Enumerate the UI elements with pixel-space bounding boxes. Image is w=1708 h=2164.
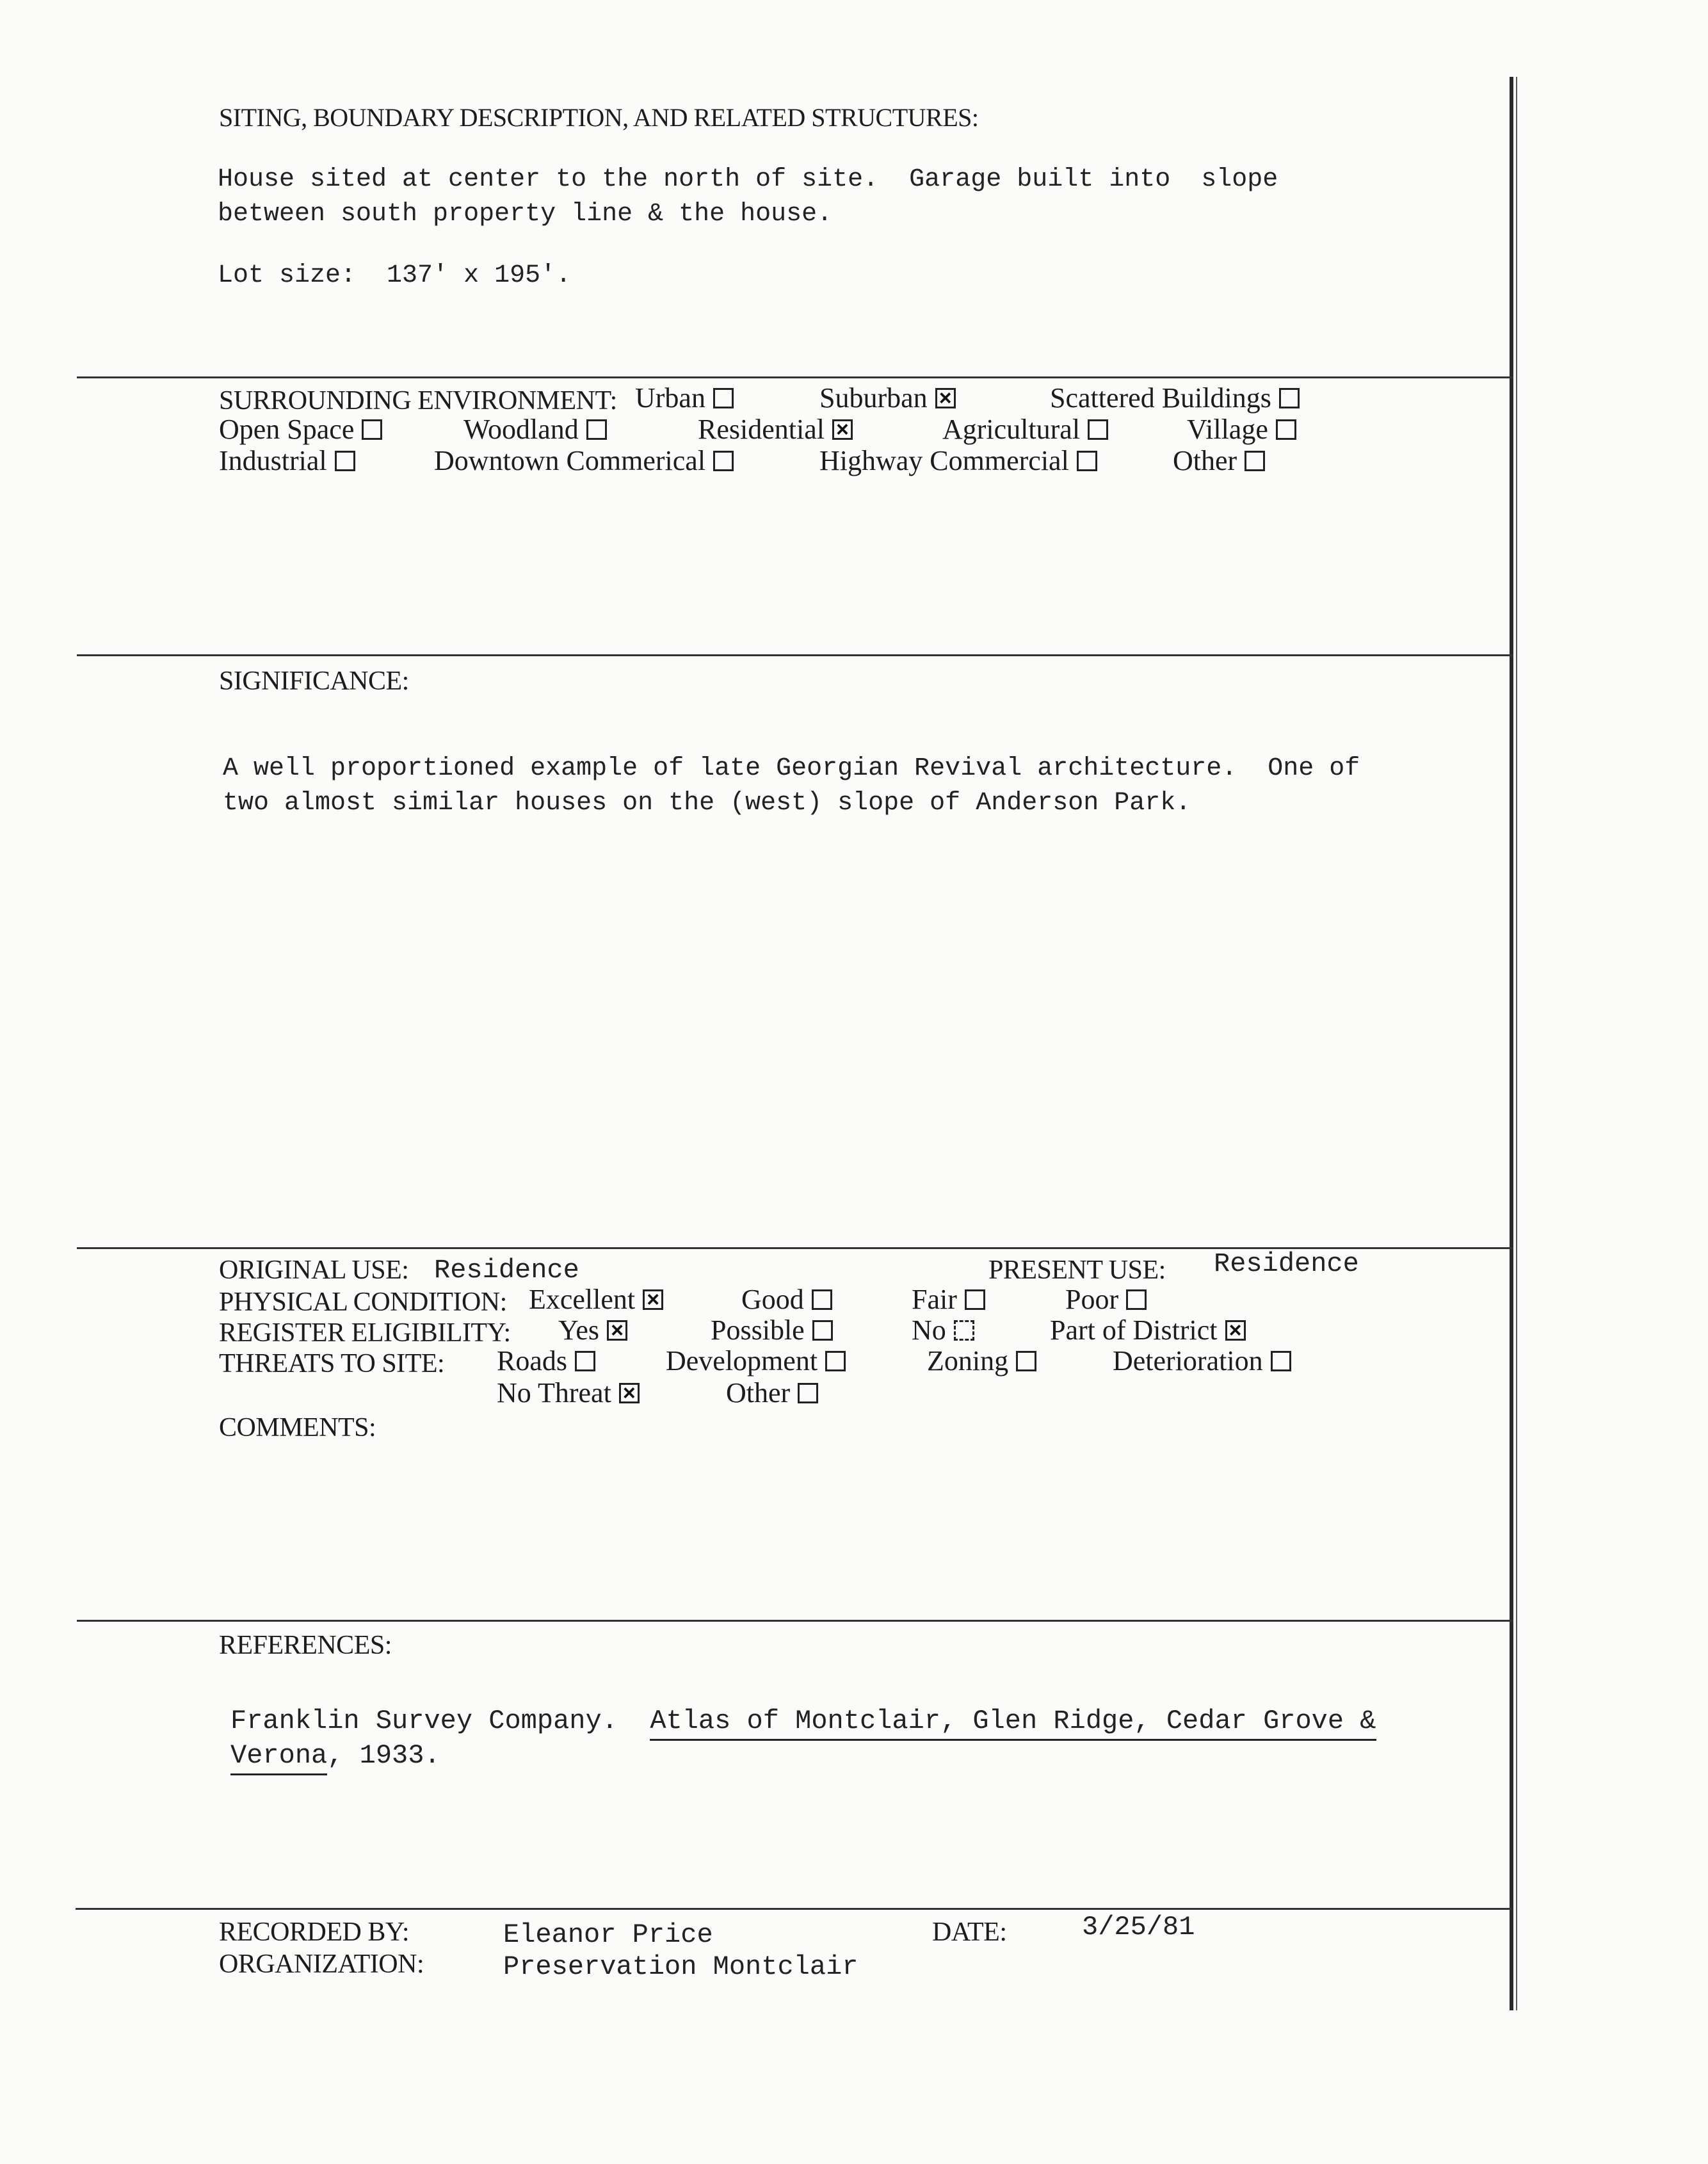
checkbox-residential[interactable] — [832, 419, 853, 440]
option-urban[interactable] — [635, 382, 734, 414]
option-label: Downtown Commerical — [434, 445, 706, 476]
checkbox-deterioration[interactable] — [1271, 1351, 1291, 1371]
checkbox-scattered-buildings[interactable] — [1279, 388, 1300, 408]
checkbox-highway-commercial[interactable] — [1077, 451, 1097, 471]
option-label: Village — [1187, 414, 1268, 445]
checkbox-urban[interactable] — [713, 388, 734, 408]
option-suburban[interactable] — [819, 382, 956, 414]
option-poor[interactable] — [1065, 1283, 1147, 1316]
option-label: Yes — [558, 1314, 600, 1346]
option-label: Woodland — [463, 414, 579, 445]
checkbox-zoning[interactable] — [1016, 1351, 1036, 1371]
option-label: Deterioration — [1113, 1345, 1263, 1377]
section-divider — [77, 654, 1513, 656]
comments-label: COMMENTS: — [219, 1413, 376, 1442]
checkbox-part-of-district[interactable] — [1225, 1320, 1246, 1341]
checkbox-good[interactable] — [812, 1289, 832, 1310]
checkbox-industrial[interactable] — [335, 451, 355, 471]
option-no[interactable] — [912, 1314, 974, 1346]
checkbox-woodland[interactable] — [586, 419, 607, 440]
option-industrial[interactable] — [219, 444, 355, 477]
option-downtown-commercial[interactable] — [434, 444, 734, 477]
right-margin-rule-inner — [1516, 77, 1517, 2010]
option-roads[interactable] — [497, 1344, 595, 1377]
checkbox-downtown-commercial[interactable] — [713, 451, 734, 471]
option-label: Suburban — [819, 382, 928, 414]
recorded-by-value: Eleanor Price — [503, 1919, 713, 1950]
option-label: Scattered Buildings — [1050, 382, 1271, 414]
reference-entry-line1 — [230, 1706, 1376, 1736]
option-scattered-buildings[interactable] — [1050, 382, 1300, 414]
option-label: Residential — [698, 414, 825, 445]
date-label: DATE: — [932, 1918, 1007, 1947]
reference-entry-line2 — [230, 1740, 440, 1771]
option-zoning[interactable] — [927, 1344, 1036, 1377]
significance-text-line1: A well proportioned example of late Georgian Revival architecture. One of — [223, 754, 1360, 783]
option-excellent[interactable] — [529, 1283, 663, 1316]
option-label: Highway Commercial — [819, 445, 1069, 476]
siting-text-line1: House sited at center to the north of site. Garage built into slope — [218, 165, 1278, 194]
section-divider — [76, 1908, 1512, 1910]
option-no-threat[interactable] — [497, 1377, 640, 1409]
checkbox-fair[interactable] — [965, 1289, 985, 1310]
section-divider — [77, 1620, 1513, 1622]
option-part-of-district[interactable] — [1050, 1314, 1246, 1346]
physical-condition-label: PHYSICAL CONDITION: — [219, 1288, 507, 1317]
date-value: 3/25/81 — [1082, 1912, 1195, 1942]
lot-size: Lot size: 137' x 195'. — [218, 261, 572, 290]
option-label: Excellent — [529, 1284, 636, 1315]
reference-title: Atlas of Montclair, Glen Ridge, Cedar Grove & — [650, 1706, 1376, 1741]
option-label: Open Space — [219, 414, 355, 445]
checkbox-agricultural[interactable] — [1088, 419, 1108, 440]
option-label: Other — [1173, 445, 1237, 476]
option-label: Possible — [711, 1314, 805, 1346]
siting-text-line2: between south property line & the house. — [218, 200, 833, 229]
original-use-label: ORIGINAL USE: — [219, 1256, 409, 1285]
option-label: Poor — [1065, 1284, 1119, 1315]
option-label: No — [912, 1314, 946, 1346]
reference-title-continued: Verona — [230, 1740, 327, 1775]
option-label: Zoning — [927, 1345, 1009, 1377]
significance-heading: SIGNIFICANCE: — [219, 666, 409, 696]
section-divider — [77, 376, 1513, 378]
option-yes[interactable] — [558, 1314, 627, 1346]
references-heading: REFERENCES: — [219, 1631, 392, 1660]
option-development[interactable] — [666, 1344, 846, 1377]
threats-label: THREATS TO SITE: — [219, 1349, 445, 1378]
checkbox-other-environment[interactable] — [1245, 451, 1265, 471]
option-deterioration[interactable] — [1113, 1344, 1291, 1377]
option-good[interactable] — [741, 1283, 832, 1316]
significance-text-line2: two almost similar houses on the (west) slope of Anderson Park. — [223, 789, 1191, 818]
option-label: Other — [726, 1377, 791, 1409]
reference-year: , 1933. — [327, 1740, 440, 1771]
checkbox-no-threat[interactable] — [619, 1383, 640, 1403]
checkbox-yes[interactable] — [607, 1320, 627, 1341]
checkbox-roads[interactable] — [575, 1351, 595, 1371]
present-use-value: Residence — [1214, 1248, 1359, 1279]
option-possible[interactable] — [711, 1314, 833, 1346]
checkbox-possible[interactable] — [812, 1320, 833, 1341]
option-label: Roads — [497, 1345, 567, 1377]
option-label: Industrial — [219, 445, 327, 476]
option-label: Agricultural — [942, 414, 1081, 445]
checkbox-development[interactable] — [825, 1351, 846, 1371]
reference-author: Franklin Survey Company. — [230, 1706, 650, 1736]
checkbox-other-threat[interactable] — [798, 1383, 818, 1403]
siting-heading: SITING, BOUNDARY DESCRIPTION, AND RELATED STRUCTURES: — [219, 103, 979, 132]
checkbox-no[interactable] — [954, 1320, 974, 1341]
right-margin-rule — [1510, 77, 1513, 2010]
option-label: No Threat — [497, 1377, 611, 1409]
option-label: Fair — [912, 1284, 957, 1315]
option-label: Development — [666, 1345, 818, 1377]
option-label: Urban — [635, 382, 705, 414]
organization-value: Preservation Montclair — [503, 1951, 858, 1982]
option-woodland[interactable] — [463, 413, 607, 446]
present-use-label: PRESENT USE: — [988, 1256, 1166, 1285]
option-other-threat[interactable] — [726, 1377, 818, 1409]
organization-label: ORGANIZATION: — [219, 1950, 424, 1979]
surrounding-heading: SURROUNDING ENVIRONMENT: — [219, 386, 617, 416]
original-use-value: Residence — [434, 1255, 579, 1286]
option-fair[interactable] — [912, 1283, 985, 1316]
option-open-space[interactable] — [219, 413, 382, 446]
option-village[interactable] — [1187, 413, 1296, 446]
recorded-by-label: RECORDED BY: — [219, 1918, 410, 1947]
option-agricultural[interactable] — [942, 413, 1108, 446]
checkbox-village[interactable] — [1276, 419, 1296, 440]
register-eligibility-label: REGISTER ELIGIBILITY: — [219, 1318, 511, 1348]
option-other-environment[interactable] — [1173, 444, 1265, 477]
option-label: Part of District — [1050, 1314, 1218, 1346]
option-residential[interactable] — [698, 413, 853, 446]
checkbox-poor[interactable] — [1126, 1289, 1147, 1310]
option-highway-commercial[interactable] — [819, 444, 1097, 477]
checkbox-suburban[interactable] — [935, 388, 956, 408]
option-label: Good — [741, 1284, 804, 1315]
checkbox-excellent[interactable] — [643, 1289, 663, 1310]
checkbox-open-space[interactable] — [362, 419, 382, 440]
